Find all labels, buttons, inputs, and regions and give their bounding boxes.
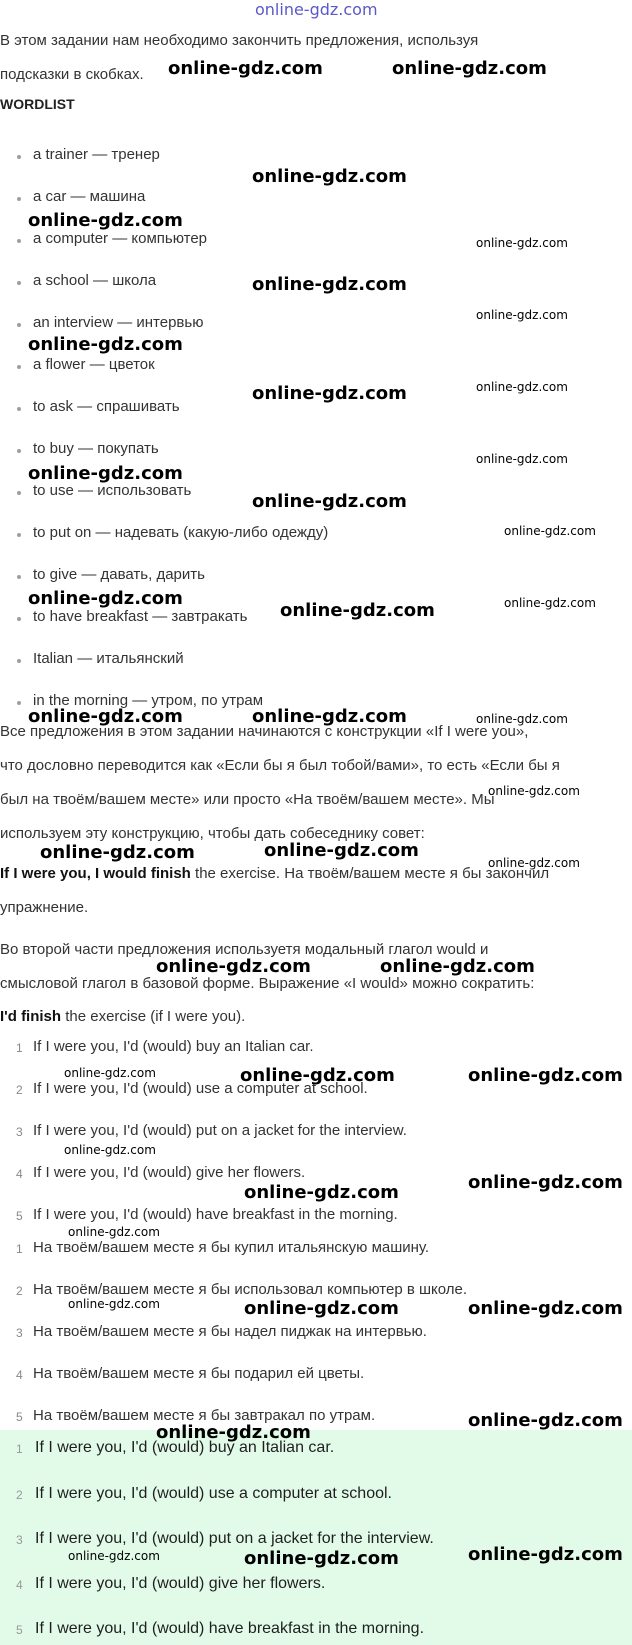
watermark-text: online-gdz.com <box>468 1065 623 1086</box>
watermark-text: online-gdz.com <box>28 210 183 231</box>
answer-line: If I were you, I'd (would) use a computer at school. <box>35 1485 392 1502</box>
item-number: 3 <box>16 1533 23 1547</box>
item-number: 1 <box>16 1242 23 1256</box>
item-number: 2 <box>16 1488 23 1502</box>
wordlist-item: a car — машина <box>33 188 146 205</box>
watermark-text: online-gdz.com <box>476 308 568 322</box>
answer-line: На твоём/вашем месте я бы надел пиджак на интервью. <box>33 1323 427 1340</box>
item-number: 4 <box>16 1368 23 1382</box>
bullet-dot <box>17 407 21 411</box>
watermark-text: online-gdz.com <box>252 274 407 295</box>
wordlist-item: to give — давать, дарить <box>33 566 205 583</box>
watermark-text: online-gdz.com <box>68 1225 160 1239</box>
answer-line: На твоём/вашем месте я бы купил итальянскую машину. <box>33 1239 430 1256</box>
item-number: 4 <box>16 1578 23 1592</box>
watermark-text: online-gdz.com <box>488 784 580 798</box>
watermark-text: online-gdz.com <box>252 491 407 512</box>
bullet-dot <box>17 701 21 705</box>
explanation-line-3: был на твоём/вашем месте» или просто «На твоём/вашем месте». Мы <box>0 791 495 808</box>
watermark-text: online-gdz.com <box>28 706 183 727</box>
wordlist-title: WORDLIST <box>0 96 75 112</box>
bullet-dot <box>17 491 21 495</box>
answer-line: If I were you, I'd (would) use a computer at school. <box>33 1080 368 1097</box>
bullet-dot <box>17 281 21 285</box>
watermark-text: online-gdz.com <box>392 58 547 79</box>
site-header-link[interactable]: online-gdz.com <box>255 0 378 19</box>
watermark-text: online-gdz.com <box>244 1182 399 1203</box>
item-number: 5 <box>16 1623 23 1637</box>
example-1 <box>0 864 549 884</box>
watermark-text: online-gdz.com <box>64 1066 156 1080</box>
watermark-text: online-gdz.com <box>476 236 568 250</box>
watermark-text: online-gdz.com <box>28 334 183 355</box>
bullet-dot <box>17 659 21 663</box>
answer-line: If I were you, I'd (would) have breakfast in the morning. <box>33 1206 398 1223</box>
wordlist-item: a trainer — тренер <box>33 146 160 163</box>
watermark-text: online-gdz.com <box>468 1544 623 1565</box>
wordlist-item: to buy — покупать <box>33 440 159 457</box>
item-number: 4 <box>16 1167 23 1181</box>
answer-line: If I were you, I'd (would) have breakfast in the morning. <box>35 1620 425 1637</box>
example-2-bold: I'd finish <box>0 1008 62 1025</box>
watermark-text: online-gdz.com <box>252 383 407 404</box>
bullet-dot <box>17 575 21 579</box>
wordlist-item: Italian — итальянский <box>33 650 184 667</box>
wordlist-item: a flower — цветок <box>33 356 155 373</box>
explanation-line-2: что дословно переводится как «Если бы я был тобой/вами», то есть «Если бы я <box>0 757 560 774</box>
answer-line: На твоём/вашем месте я бы использовал компьютер в школе. <box>33 1281 468 1298</box>
bullet-dot <box>17 239 21 243</box>
bullet-dot <box>17 365 21 369</box>
wordlist-item: to put on — надевать (какую-либо одежду) <box>33 524 329 541</box>
wordlist-item: to ask — спрашивать <box>33 398 180 415</box>
item-number: 1 <box>16 1442 23 1456</box>
watermark-text: online-gdz.com <box>244 1298 399 1319</box>
item-number: 5 <box>16 1209 23 1223</box>
example-2-rest: the exercise (if I were you). <box>61 1008 246 1025</box>
item-number: 3 <box>16 1326 23 1340</box>
explanation-line-1: Все предложения в этом задании начинаются с конструкции «If I were you», <box>0 723 529 740</box>
answer-line: На твоём/вашем месте я бы подарил ей цветы. <box>33 1365 365 1382</box>
answer-line: На твоём/вашем месте я бы завтракал по утрам. <box>33 1407 376 1424</box>
watermark-text: online-gdz.com <box>488 856 580 870</box>
watermark-text: online-gdz.com <box>468 1172 623 1193</box>
answer-line: If I were you, I'd (would) buy an Italian car. <box>35 1439 335 1456</box>
bullet-dot <box>17 197 21 201</box>
bullet-dot <box>17 617 21 621</box>
item-number: 5 <box>16 1410 23 1424</box>
bullet-dot <box>17 533 21 537</box>
watermark-text: online-gdz.com <box>28 588 183 609</box>
answer-line: If I were you, I'd (would) give her flowers. <box>35 1575 326 1592</box>
watermark-text: online-gdz.com <box>156 956 311 977</box>
watermark-text: online-gdz.com <box>28 463 183 484</box>
example-2 <box>0 1007 245 1027</box>
item-number: 1 <box>16 1041 23 1055</box>
watermark-text: online-gdz.com <box>68 1297 160 1311</box>
wordlist-item: to have breakfast — завтракать <box>33 608 248 625</box>
item-number: 2 <box>16 1083 23 1097</box>
watermark-text: online-gdz.com <box>264 840 419 861</box>
example-1-line-2: упражнение. <box>0 899 89 916</box>
watermark-text: online-gdz.com <box>504 524 596 538</box>
bullet-dot <box>17 449 21 453</box>
watermark-text: online-gdz.com <box>476 712 568 726</box>
item-number: 3 <box>16 1125 23 1139</box>
intro-line-2: подсказки в скобках. <box>0 66 144 83</box>
watermark-text: online-gdz.com <box>64 1143 156 1157</box>
explanation-p2-line-1: Во второй части предложения используетя модальный глагол would и <box>0 941 489 958</box>
watermark-text: online-gdz.com <box>476 452 568 466</box>
answer-line: If I were you, I'd (would) buy an Italian car. <box>33 1038 314 1055</box>
item-number: 2 <box>16 1284 23 1298</box>
intro-line-1: В этом задании нам необходимо закончить предложения, используя <box>0 32 479 49</box>
explanation-p2-line-2: смысловой глагол в базовой форме. Выражение «I would» можно сократить: <box>0 975 535 992</box>
bullet-dot <box>17 323 21 327</box>
example-1-bold: If I were you, I would finish <box>0 865 191 882</box>
watermark-text: online-gdz.com <box>280 600 435 621</box>
watermark-text: online-gdz.com <box>156 1422 311 1443</box>
wordlist-item: to use — использовать <box>33 482 192 499</box>
watermark-text: online-gdz.com <box>240 1065 395 1086</box>
watermark-text: online-gdz.com <box>476 380 568 394</box>
watermark-text: online-gdz.com <box>252 706 407 727</box>
watermark-text: online-gdz.com <box>168 58 323 79</box>
watermark-text: online-gdz.com <box>40 842 195 863</box>
explanation-line-4: используем эту конструкцию, чтобы дать собеседнику совет: <box>0 825 425 842</box>
example-1-rest: the exercise. На твоём/вашем месте я бы закончил <box>190 865 550 882</box>
watermark-text: online-gdz.com <box>244 1548 399 1569</box>
answer-line: If I were you, I'd (would) put on a jacket for the interview. <box>35 1530 434 1547</box>
watermark-text: online-gdz.com <box>380 956 535 977</box>
watermark-text: online-gdz.com <box>252 166 407 187</box>
watermark-text: online-gdz.com <box>468 1410 623 1431</box>
bullet-dot <box>17 155 21 159</box>
watermark-text: online-gdz.com <box>504 596 596 610</box>
watermark-text: online-gdz.com <box>68 1549 160 1563</box>
wordlist-item: in the morning — утром, по утрам <box>33 692 264 709</box>
answer-line: If I were you, I'd (would) give her flowers. <box>33 1164 306 1181</box>
wordlist-item: an interview — интервью <box>33 314 204 331</box>
wordlist-item: a school — школа <box>33 272 157 289</box>
wordlist-item: a computer — компьютер <box>33 230 208 247</box>
answer-line: If I were you, I'd (would) put on a jacket for the interview. <box>33 1122 407 1139</box>
watermark-text: online-gdz.com <box>468 1298 623 1319</box>
